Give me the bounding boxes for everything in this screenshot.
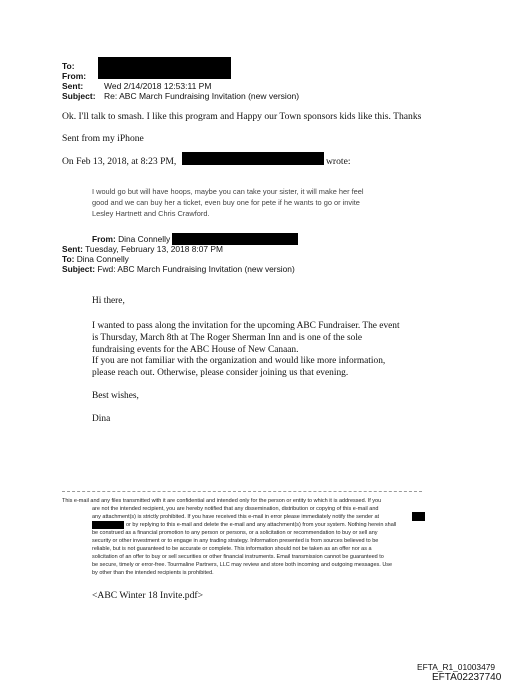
message-line: If you are not familiar with the organization and would like more information, [92, 356, 386, 367]
attachment-link[interactable]: <ABC Winter 18 Invite.pdf> [92, 590, 203, 601]
bates-id-primary: EFTA_R1_01003479 [417, 662, 496, 672]
reply-signature: Sent from my iPhone [62, 133, 144, 144]
disclaimer-line: This e-mail and any files transmitted with it are confidential and intended only for the person or entity to which it is addressed. If you [62, 498, 382, 504]
quoted-line: I would go but will have hoops, maybe you can take your sister, it will make her feel [92, 187, 364, 196]
disclaimer-line: by other than the intended recipients is prohibited. [92, 570, 214, 576]
fwd-from-label: From: [92, 234, 116, 244]
fwd-sent-row [62, 244, 223, 254]
quoted-line: good and we can buy her a ticket, even buy one for pete if he wants to go or invite [92, 198, 360, 207]
disclaimer-line: solicitation of an offer to buy or sell securities or other financial instruments. Email transmission cannot be guaranteed to [92, 554, 384, 560]
sent-value: Wed 2/14/2018 12:53:11 PM [104, 81, 212, 91]
sender-name: Dina [92, 414, 111, 424]
fwd-subject-label: Subject: [62, 264, 96, 274]
fwd-from-row [92, 234, 170, 244]
reply-text: Ok. I'll talk to smash. I like this program and Happy our Town sponsors kids like this. Thanks [62, 111, 422, 122]
redaction-box [98, 57, 231, 79]
to-label: To: [62, 61, 75, 71]
disclaimer-line: or by replying to this e-mail and delete the e-mail and any attachment(s) from your system. Nothing herein shall [126, 522, 397, 528]
fwd-subject-row [62, 264, 295, 274]
quoted-message [92, 186, 422, 219]
redaction-box [182, 152, 324, 165]
message-line: fundraising events for the ABC House of New Canaan. [92, 344, 299, 355]
disclaimer-line: any attachment(s) is strictly prohibited. If you have received this e-mail in error please immediately notify the sender at [92, 514, 380, 520]
fwd-to-value: Dina Connelly [76, 254, 129, 264]
closing: Best wishes, [92, 391, 139, 401]
fwd-from-value: Dina Connelly [118, 234, 171, 244]
disclaimer-line: be secure, timely or error-free. Tourmaline Partners, LLC may review and store both incoming and outgoing messages. Use [92, 562, 393, 568]
message-line: is Thursday, March 8th at The Roger Sherman Inn and is one of the sole [92, 332, 363, 343]
disclaimer-line: security or other investment or to engage in any trading strategy. Information presented is from sources believed to be [92, 538, 379, 544]
separator-line [62, 491, 422, 492]
fwd-to-row [62, 254, 129, 264]
redaction-box [92, 521, 124, 529]
sent-label: Sent: [62, 81, 84, 91]
quote-wrote: wrote: [326, 156, 351, 167]
quote-intro: On Feb 13, 2018, at 8:23 PM, [62, 156, 177, 167]
greeting: Hi there, [92, 296, 125, 306]
bates-id-secondary: EFTA02237740 [432, 672, 502, 683]
disclaimer-line: be construed as a financial promotion to any person or persons, or a solicitation or recommendation to buy or sell any [92, 530, 378, 536]
quoted-line: Lesley Hartnett and Chris Crawford. [92, 209, 210, 218]
disclaimer-line: are not the intended recipient, you are hereby notified that any dissemination, distribution or copying of this e-mail and [92, 506, 379, 512]
fwd-sent-label: Sent: [62, 244, 83, 254]
message-line: I wanted to pass along the invitation for the upcoming ABC Fundraiser. The event [92, 321, 400, 331]
redaction-box [412, 512, 425, 521]
fwd-to-label: To: [62, 254, 75, 264]
subject-label: Subject: [62, 91, 96, 101]
subject-value: Re: ABC March Fundraising Invitation (new version) [104, 91, 300, 101]
message-paragraph [92, 321, 422, 380]
message-line: please reach out. Otherwise, please consider joining us that evening. [92, 368, 349, 379]
fwd-sent-value: Tuesday, February 13, 2018 8:07 PM [85, 244, 223, 254]
fwd-subject-value: Fwd: ABC March Fundraising Invitation (new version) [97, 264, 295, 274]
disclaimer-line: reliable, but is not guaranteed to be accurate or complete. This information should not be taken as an offer nor as a [92, 546, 372, 552]
from-label: From: [62, 71, 87, 81]
